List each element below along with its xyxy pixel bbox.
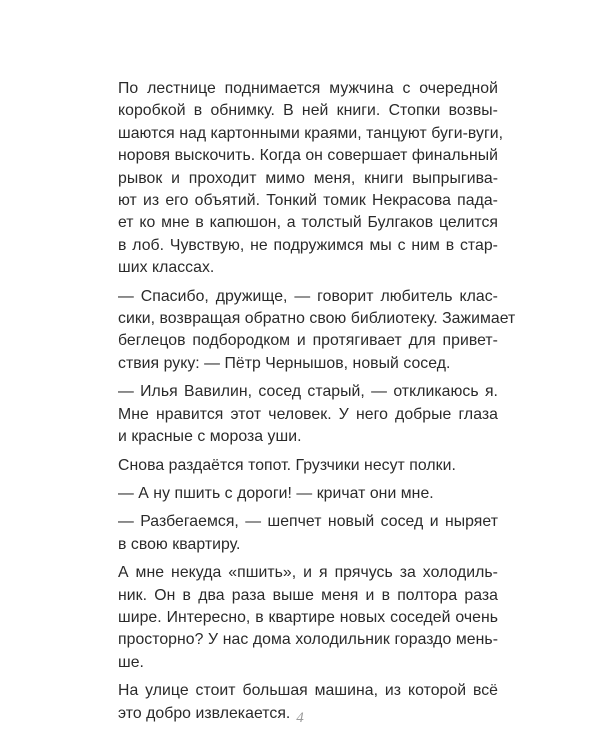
text-line: ствия руку: — Пётр Чернышов, новый сосед. [118, 354, 451, 372]
text-line: шаются над картонными краями, танцуют буги-вуги, [118, 124, 504, 142]
text-line: и красные с мороза уши. [118, 428, 302, 446]
text-line: шире. Интересно, в квартире новых соседей очень [118, 608, 498, 626]
paragraph [118, 381, 498, 448]
text-line: в свою квартиру. [118, 535, 241, 553]
text-line: ших классах. [118, 259, 215, 277]
paragraph [118, 562, 498, 674]
text-line: ник. Он в два раза выше меня и в полтора раза [118, 586, 498, 604]
paragraph [118, 286, 516, 376]
text-line: сики, возвращая обратно свою библиотеку. Зажимает [118, 310, 516, 328]
text-line: По лестнице поднимается мужчина с очередной [118, 80, 498, 97]
paragraph [118, 483, 498, 505]
paragraph [118, 511, 498, 556]
text-line: норовя выскочить. Когда он совершает финальный [118, 147, 499, 165]
text-line: — Илья Вавилин, сосед старый, — откликаюсь я. [118, 383, 498, 401]
text-line: На улице стоит большая машина, из которой всё [118, 682, 498, 700]
text-line: ет ко мне в капюшон, а толстый Булгаков целится [118, 214, 498, 232]
text-line: ют из его объятий. Тонкий томик Некрасова пада- [118, 192, 498, 210]
text-line: это добро извлекается. [118, 704, 291, 722]
text-line: коробкой в обнимку. В ней книги. Стопки возвы- [118, 102, 498, 120]
text-line: просторно? У нас дома холодильник гораздо мень- [118, 631, 498, 649]
text-line: — Разбегаемся, — шепчет новый сосед и ныряет [118, 513, 498, 531]
text-line: Мне нравится этот человек. У него добрые глаза [118, 405, 498, 423]
text-line: ше. [118, 653, 144, 671]
text-line: в лоб. Чувствую, не подружимся мы с ним в стар- [118, 236, 498, 254]
text-line: Снова раздаётся топот. Грузчики несут полки. [118, 456, 456, 474]
text-line: — Спасибо, дружище, — говорит любитель клас- [118, 287, 498, 305]
body-text [118, 78, 516, 731]
paragraph [118, 78, 504, 280]
text-line: беглецов подбородком и протягивает для привет- [118, 332, 498, 350]
page-number: 4 [296, 710, 304, 726]
text-line: рывок и проходит мимо меня, книги выпрыгива- [118, 169, 498, 187]
paragraph [118, 455, 498, 477]
text-line: А мне некуда «пшить», и я прячусь за холодиль- [118, 564, 498, 582]
text-line: — А ну пшить с дороги! — кричат они мне. [118, 484, 434, 502]
